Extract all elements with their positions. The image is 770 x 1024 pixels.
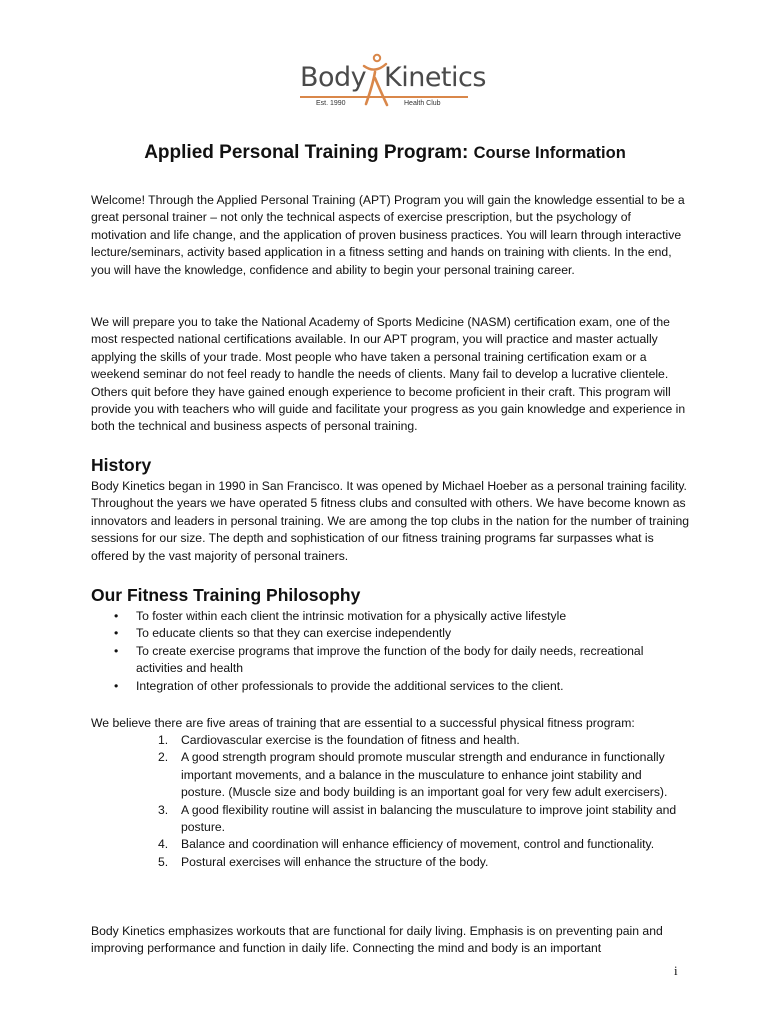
- list-number: 3.: [158, 802, 169, 817]
- training-areas-list: [91, 732, 689, 871]
- history-heading: History: [91, 455, 152, 475]
- bullet-icon: •: [114, 678, 119, 693]
- bullet-icon: •: [114, 626, 119, 641]
- list-text: A good strength program should promote muscular strength and endurance in functionally important movements, and a balance in the musculature to enhance joint stability and posture. (Muscle size and body building is an important goal for very few adult exercisers).: [181, 750, 668, 800]
- page-number: i: [674, 963, 678, 978]
- list-number: 5.: [158, 854, 169, 869]
- list-number: 1.: [158, 733, 169, 747]
- list-item: [91, 732, 689, 749]
- training-areas-intro: We believe there are five areas of training that are essential to a successful physical fitness program:: [91, 716, 635, 730]
- list-text: A good flexibility routine will assist in balancing the musculature to improve joint stability and posture.: [181, 802, 677, 835]
- list-number: 4.: [158, 837, 169, 852]
- bullet-text: To foster within each client the intrinsic motivation for a physically active lifestyle: [136, 609, 567, 623]
- list-text: Cardiovascular exercise is the foundation of fitness and health.: [181, 733, 520, 747]
- logo-word-kinetics: Kinetics: [384, 62, 486, 93]
- bullet-text: To create exercise programs that improve the function of the body for daily needs, recreational activities and health: [136, 643, 644, 676]
- logo-underline: [300, 96, 468, 98]
- list-item: [91, 836, 689, 853]
- bullet-icon: •: [114, 609, 119, 623]
- body-kinetics-logo: [300, 52, 486, 116]
- list-number: 2.: [158, 750, 169, 765]
- list-text: Balance and coordination will enhance efficiency of movement, control and functionality.: [181, 837, 655, 852]
- list-item: [91, 678, 689, 695]
- list-item: [91, 608, 689, 625]
- history-paragraph: Body Kinetics began in 1990 in San Francisco. It was opened by Michael Hoeber as a personal training facility. Throughout the years we have operated 5 fitness clubs and consulted with others. We have become known as innovators and leaders in personal training. We are among the top clubs in the nation for the number of training sessions for our size. The depth and sophistication of our fitness training programs far surpasses what is offered by the vast majority of personal trainers.: [91, 479, 690, 563]
- logo-word-body: Body: [300, 62, 367, 93]
- bullet-text: Integration of other professionals to provide the additional services to the client.: [136, 678, 564, 693]
- philosophy-heading: Our Fitness Training Philosophy: [91, 585, 361, 605]
- title-sub: Course Information: [473, 144, 626, 162]
- list-item: [91, 854, 689, 871]
- closing-paragraph: Body Kinetics emphasizes workouts that are functional for daily living. Emphasis is on preventing pain and improving performance and function in daily life. Connecting the mind and body is an important: [91, 924, 663, 956]
- logo-health-club: Health Club: [404, 100, 441, 107]
- list-item: [91, 643, 689, 678]
- list-item: [91, 625, 689, 642]
- welcome-paragraph: Welcome! Through the Applied Personal Training (APT) Program you will gain the knowledge essential to be a great personal trainer – not only the technical aspects of exercise prescription, but the psychology of motivation and life change, and the application of proven business practices. You will learn through interactive lecture/seminars, activity based application in a fitness setting and hands on training with clients. In the end, you will have the knowledge, confidence and ability to begin your personal training career.: [91, 193, 685, 277]
- list-item: [91, 749, 689, 801]
- philosophy-bullet-list: [91, 608, 689, 695]
- title-main: Applied Personal Training Program:: [144, 142, 469, 163]
- list-item: [91, 802, 689, 837]
- page-title: [0, 142, 770, 164]
- list-text: Postural exercises will enhance the structure of the body.: [181, 854, 489, 869]
- bullet-text: To educate clients so that they can exercise independently: [136, 626, 452, 641]
- nasm-paragraph: We will prepare you to take the National Academy of Sports Medicine (NASM) certification exam, one of the most respected national certifications available. In our APT program, you will practice and master actually applying the skills of your trade. Most people who have taken a personal training certification exam or a weekend seminar do not feel ready to handle the needs of clients. Many fail to develop a lucrative clientele. Others quit before they have gained enough experience to become proficient in their craft. This program will provide you with teachers who will guide and facilitate your progress as you gain knowledge and experience in both the technical and business aspects of personal training.: [91, 315, 686, 434]
- logo-established: Est. 1990: [316, 100, 346, 107]
- bullet-icon: •: [114, 643, 119, 658]
